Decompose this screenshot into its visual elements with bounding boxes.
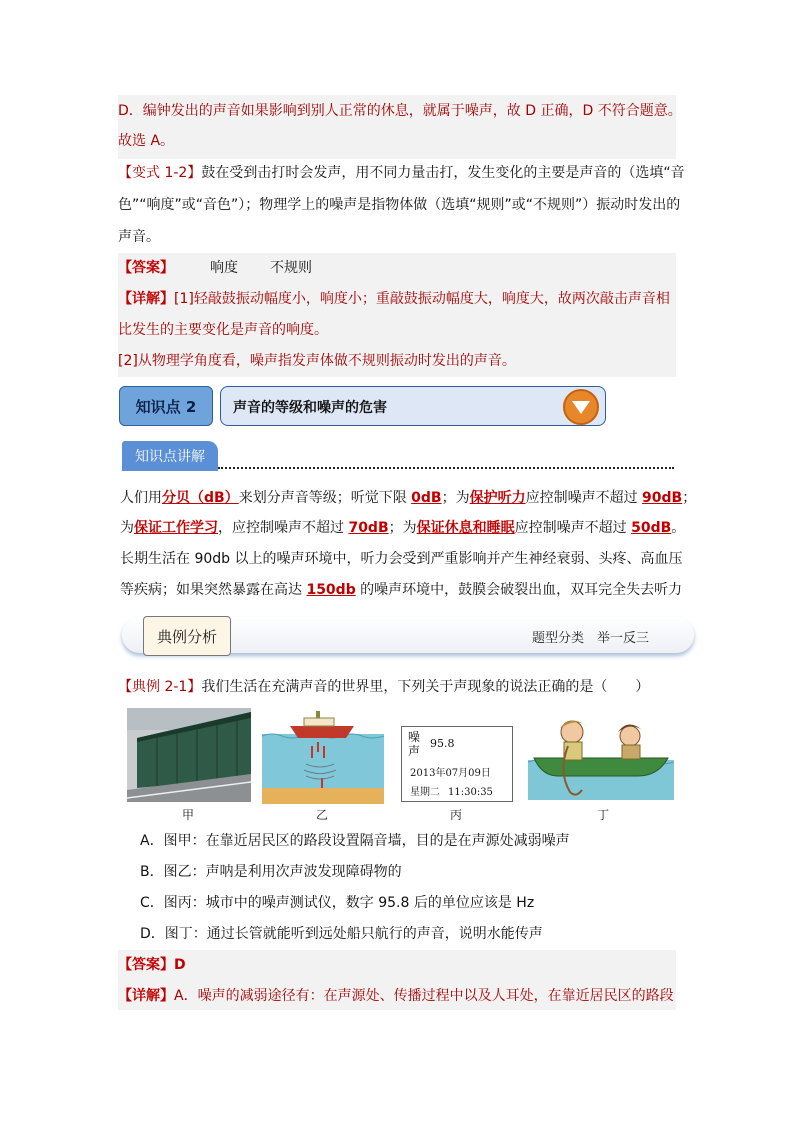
variant-line-3: 声音。 [118,229,160,245]
option-b: B．图乙：声呐是利用次声波发现障碍物的 [140,864,402,880]
variant-detail-line-1 [118,289,670,309]
example-question [118,677,649,697]
variant-detail-line-3: [2]从物理学角度看，噪声指发声体做不规则振动时发出的声音。 [118,353,516,369]
answer-tag: 【答案】 [118,260,174,276]
knowledge-point-title-bar [220,386,606,426]
example-answer-line [118,955,186,975]
answer-1: 响度 [210,260,238,276]
dotted-divider [218,467,674,469]
variant-text-1: 鼓在受到击打时会发声，用不同力量击打，发生变化的主要是声音的（选填“音 [201,165,685,181]
highlight-70db: 70dB [348,520,389,536]
example-detail-text: A．噪声的减弱途径有：在声源处、传播过程中以及人耳处，在靠近居民区的路段 [174,988,674,1004]
example-detail-tag: 【详解】 [118,988,174,1004]
example-banner-label: 典例分析 [143,616,231,656]
knowledge-point-tab: 知识点 2 [119,386,213,426]
content-line-1: 人们用分贝（dB）来划分声音等级；听觉下限 0dB；为保护听力应控制噪声不超过 90dB； [120,490,697,506]
example-tag: 【典例 2-1】 [118,679,202,695]
explanation-tab: 知识点讲解 [122,441,218,471]
highlight-150db: 150db [306,582,356,598]
example-banner-right: 题型分类 举一反三 [532,631,650,646]
example-answer: D [174,957,186,973]
content-line-3: 长期生活在 90db 以上的噪声环境中，听力会受到严重影响并产生神经衰弱、头疼、高血压 [120,551,683,567]
meter-label: 噪 声 [408,730,421,758]
choose-line: 故选 A。 [118,133,175,149]
collapse-arrow-icon[interactable] [563,389,599,425]
highlight-protect-hearing: 保护听力 [469,490,526,506]
meter-value: 95.8 [430,737,455,750]
figure-jia-noise-barrier [127,708,251,802]
knowledge-point-title: 声音的等级和噪声的危害 [233,400,387,416]
highlight-50db: 50dB [631,520,672,536]
highlight-0db: 0dB [411,490,442,506]
variant-tag: 【变式 1-2】 [118,165,202,181]
detail-text-1: [1]轻敲鼓振动幅度小，响度小；重敲鼓振动幅度大，响度大，故两次敲击声音相 [174,291,670,307]
variant-answer-line [118,258,312,278]
example-detail-line [118,986,674,1006]
highlight-rest-sleep: 保证休息和睡眠 [416,520,515,536]
content-line-2: 为保证工作学习，应控制噪声不超过 70dB；为保证休息和睡眠应控制噪声不超过 50dB。 [120,520,686,536]
variant-line-2: 色”“响度”或“音色”）；物理学上的噪声是指物体做（选填“规则”或“不规则”）振动时发出的 [118,197,681,213]
option-a: A．图甲：在靠近居民区的路段设置隔音墙，目的是在声源处减弱噪声 [140,833,570,849]
figure-ding-boat-listening [528,712,674,800]
answer-2: 不规则 [270,260,312,276]
d-option-line: D．编钟发出的声音如果影响到别人正常的休息，就属于噪声，故 D 正确，D 不符合题意。 [118,103,682,119]
variant-line-1 [118,163,685,183]
meter-date: 2013年07月09日 [410,768,491,779]
example-answer-tag: 【答案】 [118,957,174,973]
variant-detail-line-2: 比发生的主要变化是声音的响度。 [118,322,328,338]
example-question-text: 我们生活在充满声音的世界里，下列关于声现象的说法正确的是（ ） [201,679,650,695]
figure-bing-noise-meter [401,726,513,802]
highlight-db: 分贝（dB） [162,490,239,506]
option-c: C．图丙：城市中的噪声测试仪，数字 95.8 后的单位应该是 Hz [140,895,535,911]
caption-bing: 丙 [450,808,463,822]
figure-yi-sonar [262,708,384,804]
highlight-work-study: 保证工作学习 [134,520,218,536]
caption-jia: 甲 [182,808,195,822]
caption-yi: 乙 [316,808,329,822]
meter-weekday-time: 星期二 11:30:35 [410,787,493,798]
content-line-4: 等疾病；如果突然暴露在高达 150db 的噪声环境中，鼓膜会破裂出血，双耳完全失去听力 [120,582,683,598]
option-d: D．图丁：通过长管就能听到远处船只航行的声音，说明水能传声 [140,926,543,942]
highlight-90db: 90dB [642,490,683,506]
caption-ding: 丁 [597,808,610,822]
detail-tag: 【详解】 [118,291,174,307]
